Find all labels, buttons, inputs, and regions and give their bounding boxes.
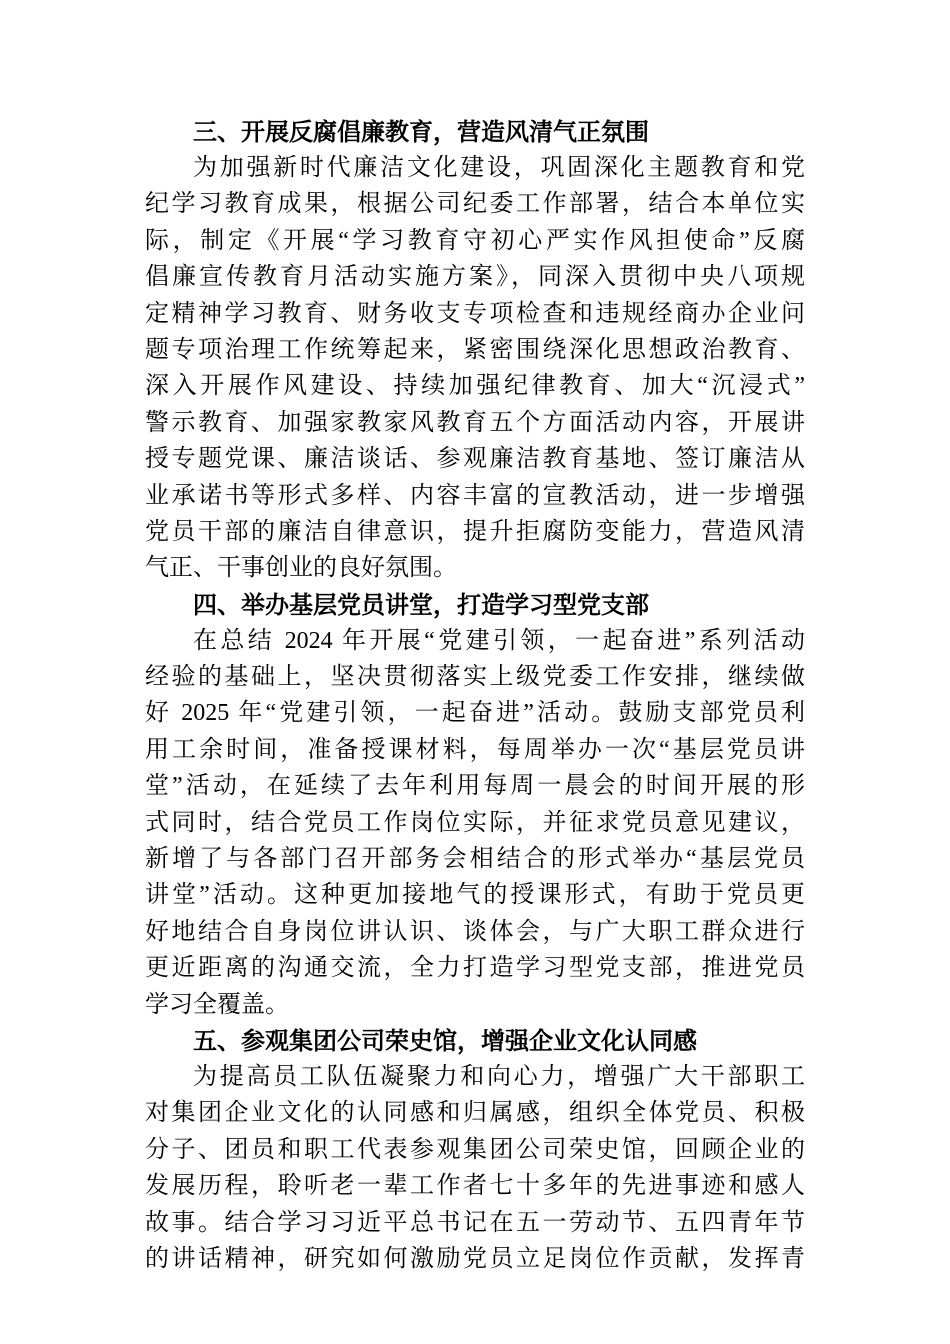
paragraph-line: 际，制定《开展“学习教育守初心严实作风担使命”反腐: [145, 227, 805, 254]
paragraph-line: 为提高员工队伍凝聚力和向心力，增强广大干部职工: [193, 1063, 805, 1090]
paragraph-line: 题专项治理工作统筹起来，紧密围绕深化思想政治教育、: [145, 336, 805, 363]
paragraph-line: 党员干部的廉洁自律意识，提升拒腐防变能力，营造风清: [145, 518, 805, 545]
paragraph-line: 用工余时间，准备授课材料，每周举办一次“基层党员讲: [145, 736, 805, 763]
paragraph-line: 在总结 2024 年开展“党建引领，一起奋进”系列活动: [193, 627, 805, 654]
paragraph-line: 为加强新时代廉洁文化建设，巩固深化主题教育和党: [193, 155, 805, 181]
paragraph-line: 更近距离的沟通交流，全力打造学习型党支部，推进党员: [145, 955, 805, 982]
paragraph-line: 分子、团员和职工代表参观集团公司荣史馆，回顾企业的: [145, 1136, 805, 1163]
section-heading: 五、参观集团公司荣史馆，增强企业文化认同感: [193, 1026, 697, 1055]
paragraph-line: 式同时，结合党员工作岗位实际，并征求党员意见建议，: [145, 809, 805, 836]
paragraph: [145, 623, 805, 1023]
paragraph: [145, 150, 805, 587]
section-heading: 四、举办基层党员讲堂，打造学习型党支部: [193, 590, 649, 619]
paragraph-line: 授专题党课、廉洁谈话、参观廉洁教育基地、签订廉洁从: [145, 446, 805, 473]
paragraph-line: 经验的基础上，坚决贯彻落实上级党委工作安排，继续做: [145, 664, 805, 691]
paragraph-line: 的讲话精神，研究如何激励党员立足岗位作贡献，发挥青: [145, 1245, 805, 1272]
paragraph-line: 警示教育、加强家教家风教育五个方面活动内容，开展讲: [145, 409, 805, 436]
paragraph-line: 发展历程，聆听老一辈工作者七十多年的先进事迹和感人: [145, 1173, 805, 1200]
paragraph-line: 纪学习教育成果，根据公司纪委工作部署，结合本单位实: [145, 191, 805, 218]
paragraph-line: 业承诺书等形式多样、内容丰富的宣教活动，进一步增强: [145, 482, 805, 509]
paragraph-line: 好地结合自身岗位讲认识、谈体会，与广大职工群众进行: [145, 918, 805, 945]
paragraph: [145, 1059, 805, 1277]
paragraph-line: 新增了与各部门召开部务会相结合的形式举办“基层党员: [145, 846, 805, 873]
paragraph-line: 故事。结合学习习近平总书记在五一劳动节、五四青年节: [145, 1209, 805, 1236]
paragraph-line: 讲堂”活动。这种更加接地气的授课形式，有助于党员更: [145, 882, 805, 909]
paragraph-line: 定精神学习教育、财务收支专项检查和违规经商办企业问: [145, 300, 805, 327]
paragraph-line: 对集团企业文化的认同感和归属感，组织全体党员、积极: [145, 1100, 805, 1127]
paragraph-line: 深入开展作风建设、持续加强纪律教育、加大“沉浸式”: [145, 373, 805, 400]
paragraph-line: 堂”活动，在延续了去年利用每周一晨会的时间开展的形: [145, 773, 805, 800]
paragraph-line: 气正、干事创业的良好氛围。: [145, 555, 457, 582]
section-heading: 三、开展反腐倡廉教育，营造风清气正氛围: [193, 118, 649, 146]
paragraph-line: 学习全覆盖。: [145, 991, 289, 1018]
paragraph-line: 好 2025 年“党建引领，一起奋进”活动。鼓励支部党员利: [145, 700, 805, 727]
paragraph-line: 倡廉宣传教育月活动实施方案》，同深入贯彻中央八项规: [145, 264, 805, 291]
document-page: [145, 114, 805, 1277]
